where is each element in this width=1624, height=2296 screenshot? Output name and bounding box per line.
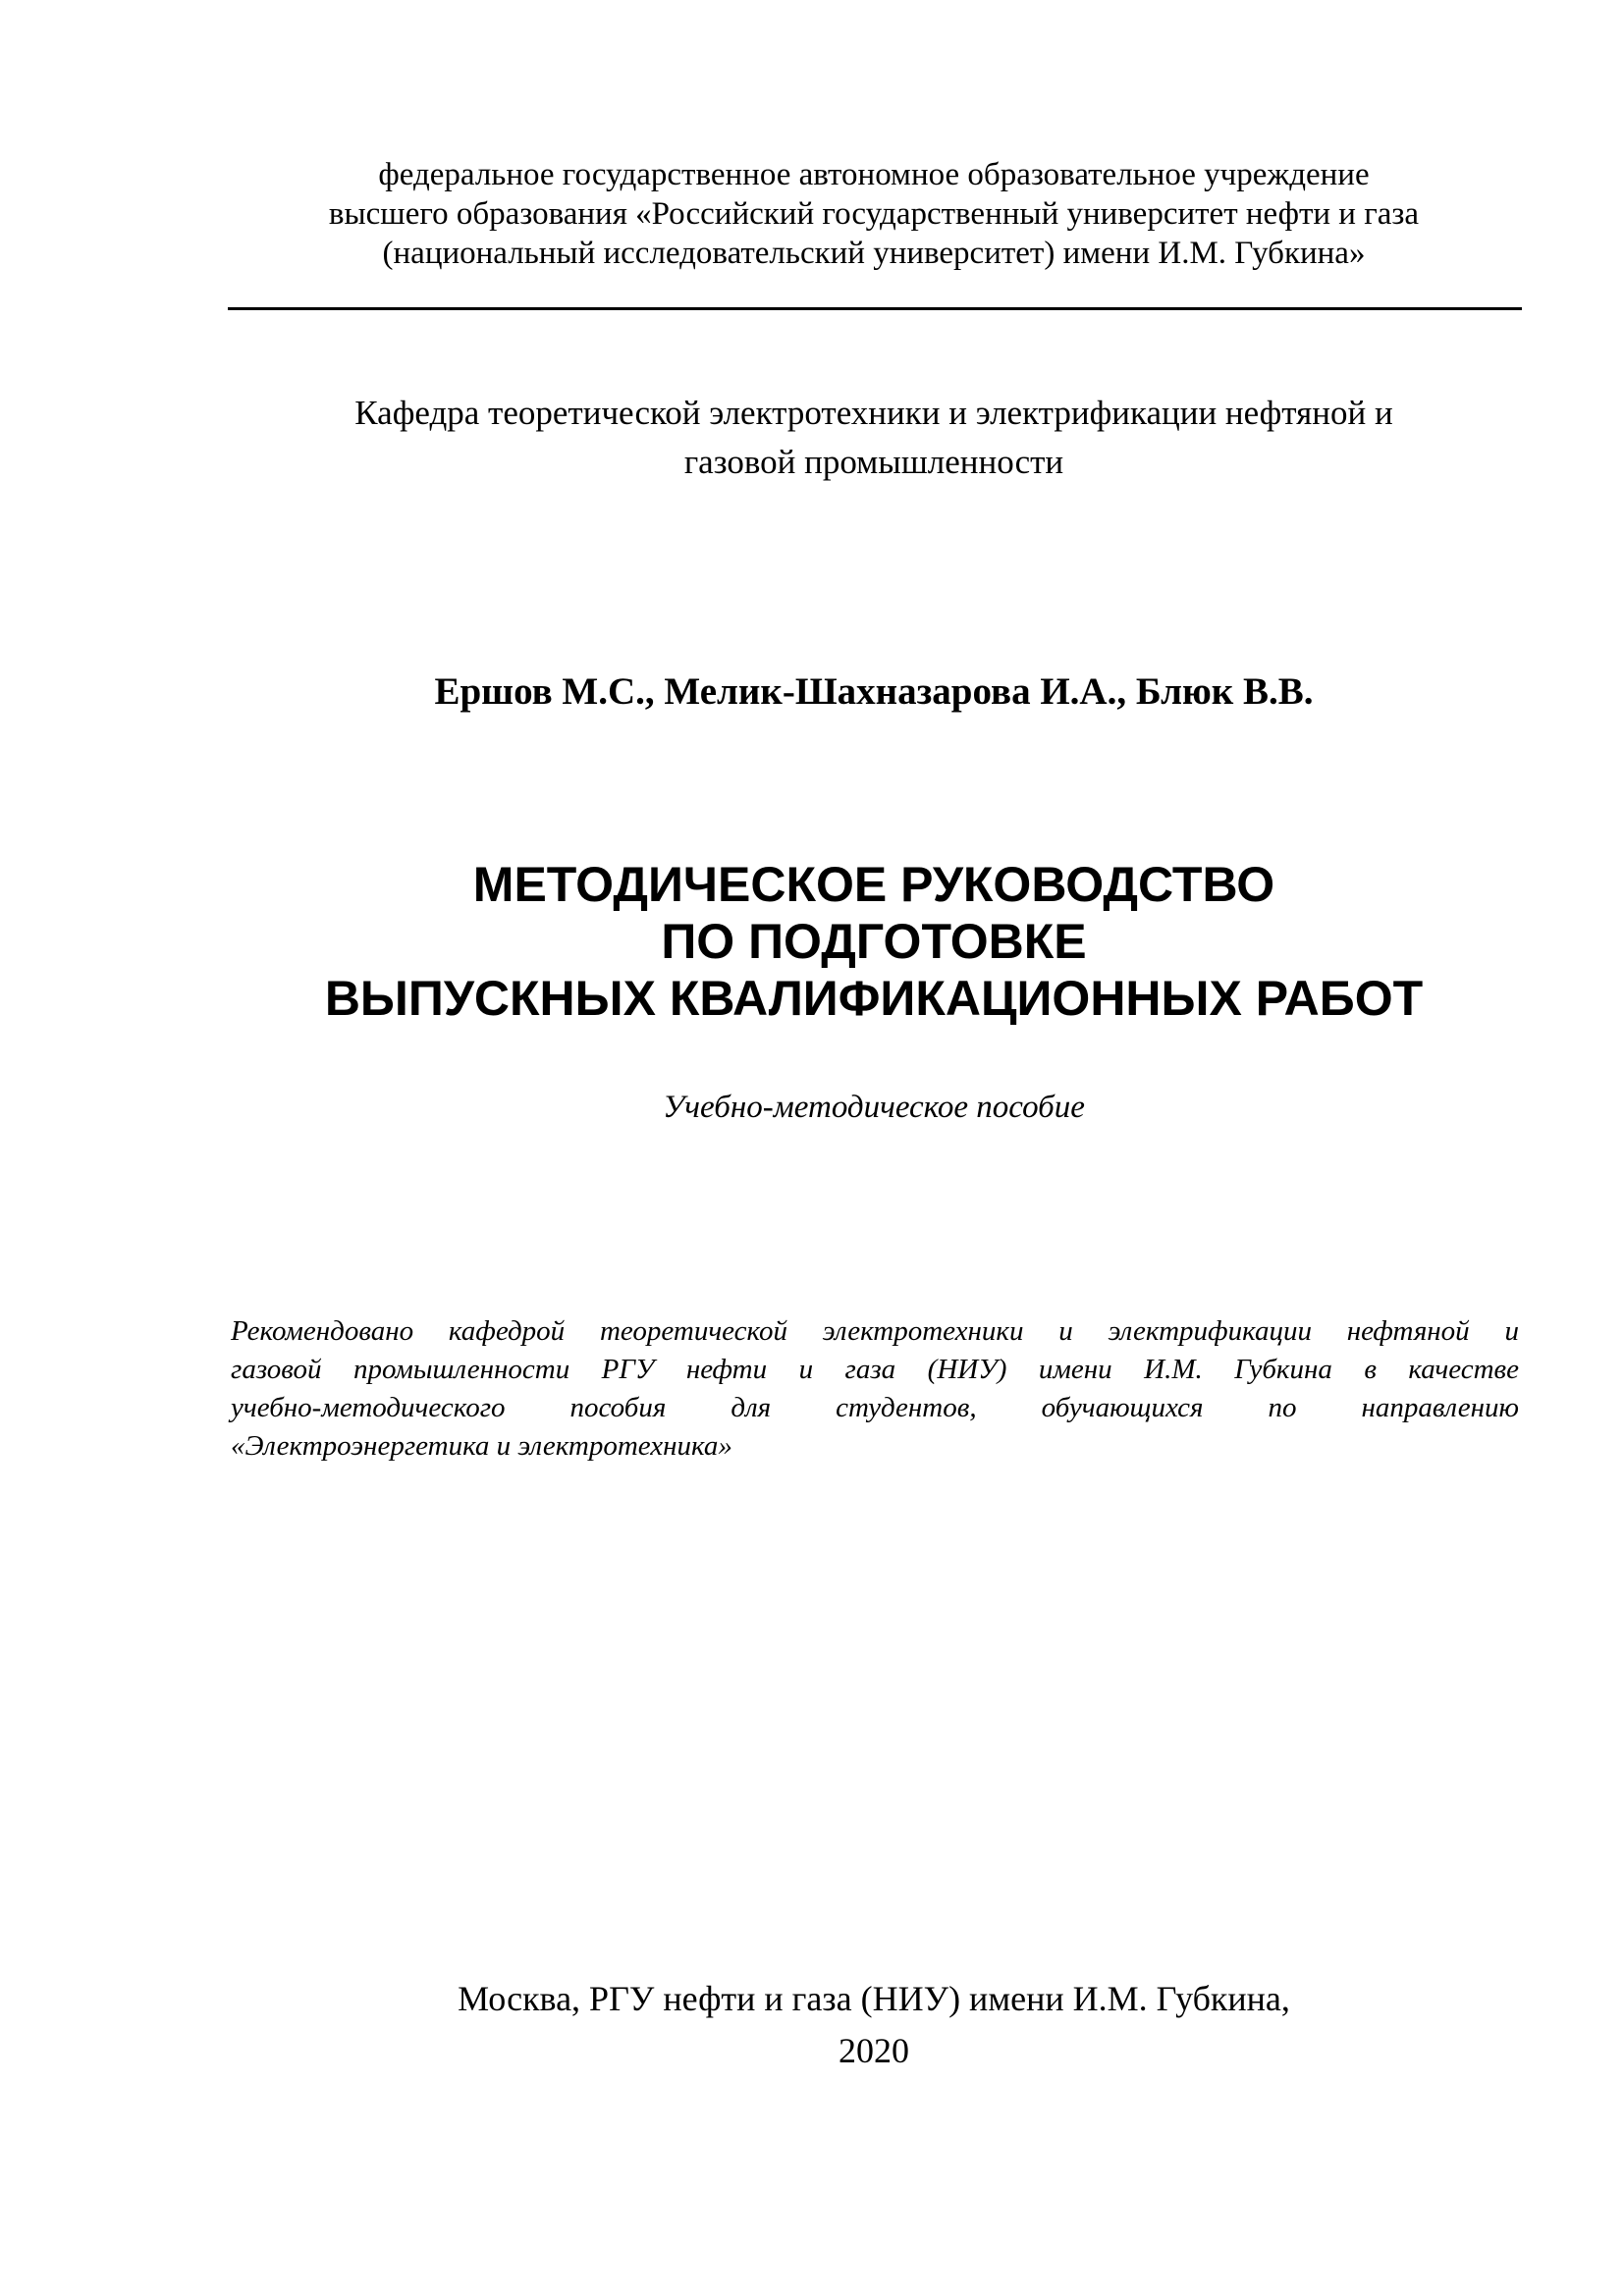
title-line-3: ВЫПУСКНЫХ КВАЛИФИКАЦИОННЫХ РАБОТ xyxy=(324,971,1424,1026)
department-line-2: газовой промышленности xyxy=(683,443,1064,481)
institution-line-2: высшего образования «Российский государственный университет нефти и газа xyxy=(328,196,1420,232)
department-name xyxy=(226,389,1522,487)
recommendation-note xyxy=(231,1312,1519,1466)
recommendation-line-4: «Электроэнергетика и электротехника» xyxy=(231,1430,732,1462)
document-title xyxy=(128,856,1620,1027)
imprint-year: 2020 xyxy=(839,2031,909,2070)
institution-line-3: (национальный исследовательский университет) имени И.М. Губкина» xyxy=(382,236,1366,271)
title-line-1: МЕТОДИЧЕСКОЕ РУКОВОДСТВО xyxy=(472,857,1275,912)
recommendation-line-3: учебно-методического пособия для студентов, обучающихся по направлению xyxy=(231,1392,1519,1423)
institution-line-1: федеральное государственное автономное образовательное учреждение xyxy=(378,157,1370,192)
institution-header xyxy=(226,155,1522,273)
title-line-2: ПО ПОДГОТОВКЕ xyxy=(661,914,1087,969)
recommendation-line-2: газовой промышленности РГУ нефти и газа (НИУ) имени И.М. Губкина в качестве xyxy=(231,1354,1519,1385)
authors: Ершов М.С., Мелик-Шахназарова И.А., Блюк В.В. xyxy=(434,670,1314,713)
recommendation-line-1: Рекомендовано кафедрой теоретической электротехники и электрификации нефтяной и xyxy=(231,1315,1519,1347)
department-line-1: Кафедра теоретической электротехники и электрификации нефтяной и xyxy=(354,394,1393,432)
imprint-place-publisher: Москва, РГУ нефти и газа (НИУ) имени И.М. Губкина, xyxy=(458,1979,1290,2018)
document-subtitle: Учебно-методическое пособие xyxy=(663,1090,1085,1125)
header-divider xyxy=(228,307,1522,310)
imprint xyxy=(226,1973,1522,2077)
